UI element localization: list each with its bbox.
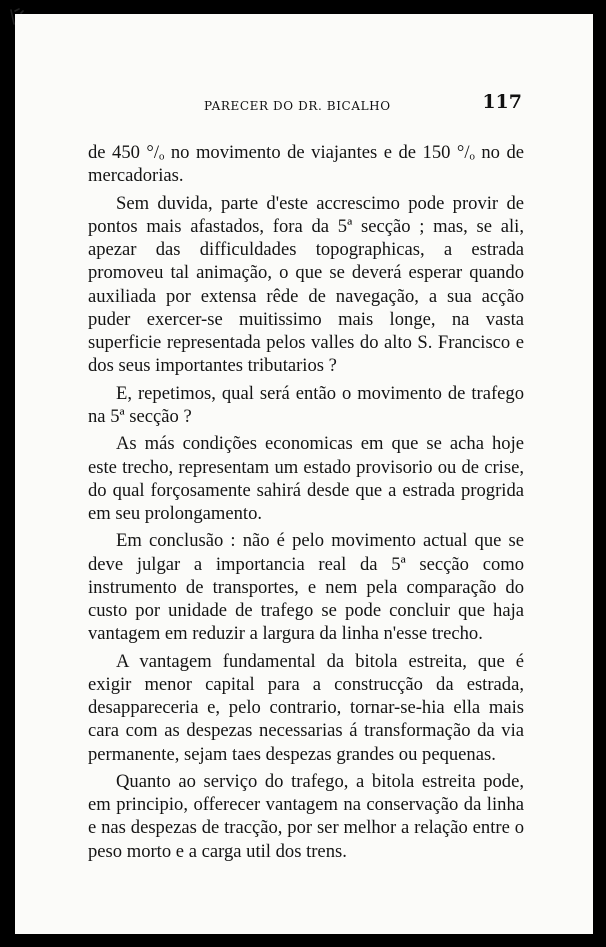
page-number: 117	[482, 91, 522, 113]
page-header	[204, 91, 522, 121]
paragraph: Em conclusão : não é pelo movimento actual que se deve julgar a importancia real da 5ª secção como instrumento de transportes, e nem pela comparação do custo por unidade de trafego se pode concluir que haja vantagem em reduzir a largura da linha n'esse trecho.	[88, 530, 524, 645]
paragraph: Sem duvida, parte d'este accrescimo pode provir de pontos mais afastados, fora da 5ª secção ; mas, se ali, apezar das difficuldades topographicas, a estrada promoveu tal animação, o que se deverá esperar quando auxiliada por extensa rêde de navegação, a sua acção puder exercer-se muitissimo mais longe, na vasta superficie representada pelos valles do alto S. Francisco e dos seus importantes tributarios ?	[88, 192, 524, 377]
paragraph: E, repetimos, qual será então o movimento de trafego na 5ª secção ?	[88, 382, 524, 427]
paragraph-continued: de 450 °/ₒ no movimento de viajantes e de 150 °/ₒ no de mercadorias.	[88, 142, 524, 187]
running-head: PARECER DO DR. BICALHO	[204, 99, 391, 113]
body-text	[88, 141, 524, 863]
paragraph: As más condições economicas em que se acha hoje este trecho, representam um estado provisorio ou de crise, do qual forçosamente sahirá desde que a estrada progrida em seu prolongamento.	[88, 433, 524, 524]
paragraph: Quanto ao serviço do trafego, a bitola estreita pode, em principio, offerecer vantagem na conservação da linha e nas despezas de tracção, por ser melhor a relação entre o peso morto e a carga util dos trens.	[88, 771, 524, 862]
corner-ink-mark	[9, 8, 25, 26]
paragraph: A vantagem fundamental da bitola estreita, que é exigir menor capital para a construcção da estrada, desappareceria e, pelo contrario, tornar-se-hia ella mais cara com as despezas necessarias á transformação da via permanente, sejam taes despezas grandes ou pequenas.	[88, 650, 524, 765]
